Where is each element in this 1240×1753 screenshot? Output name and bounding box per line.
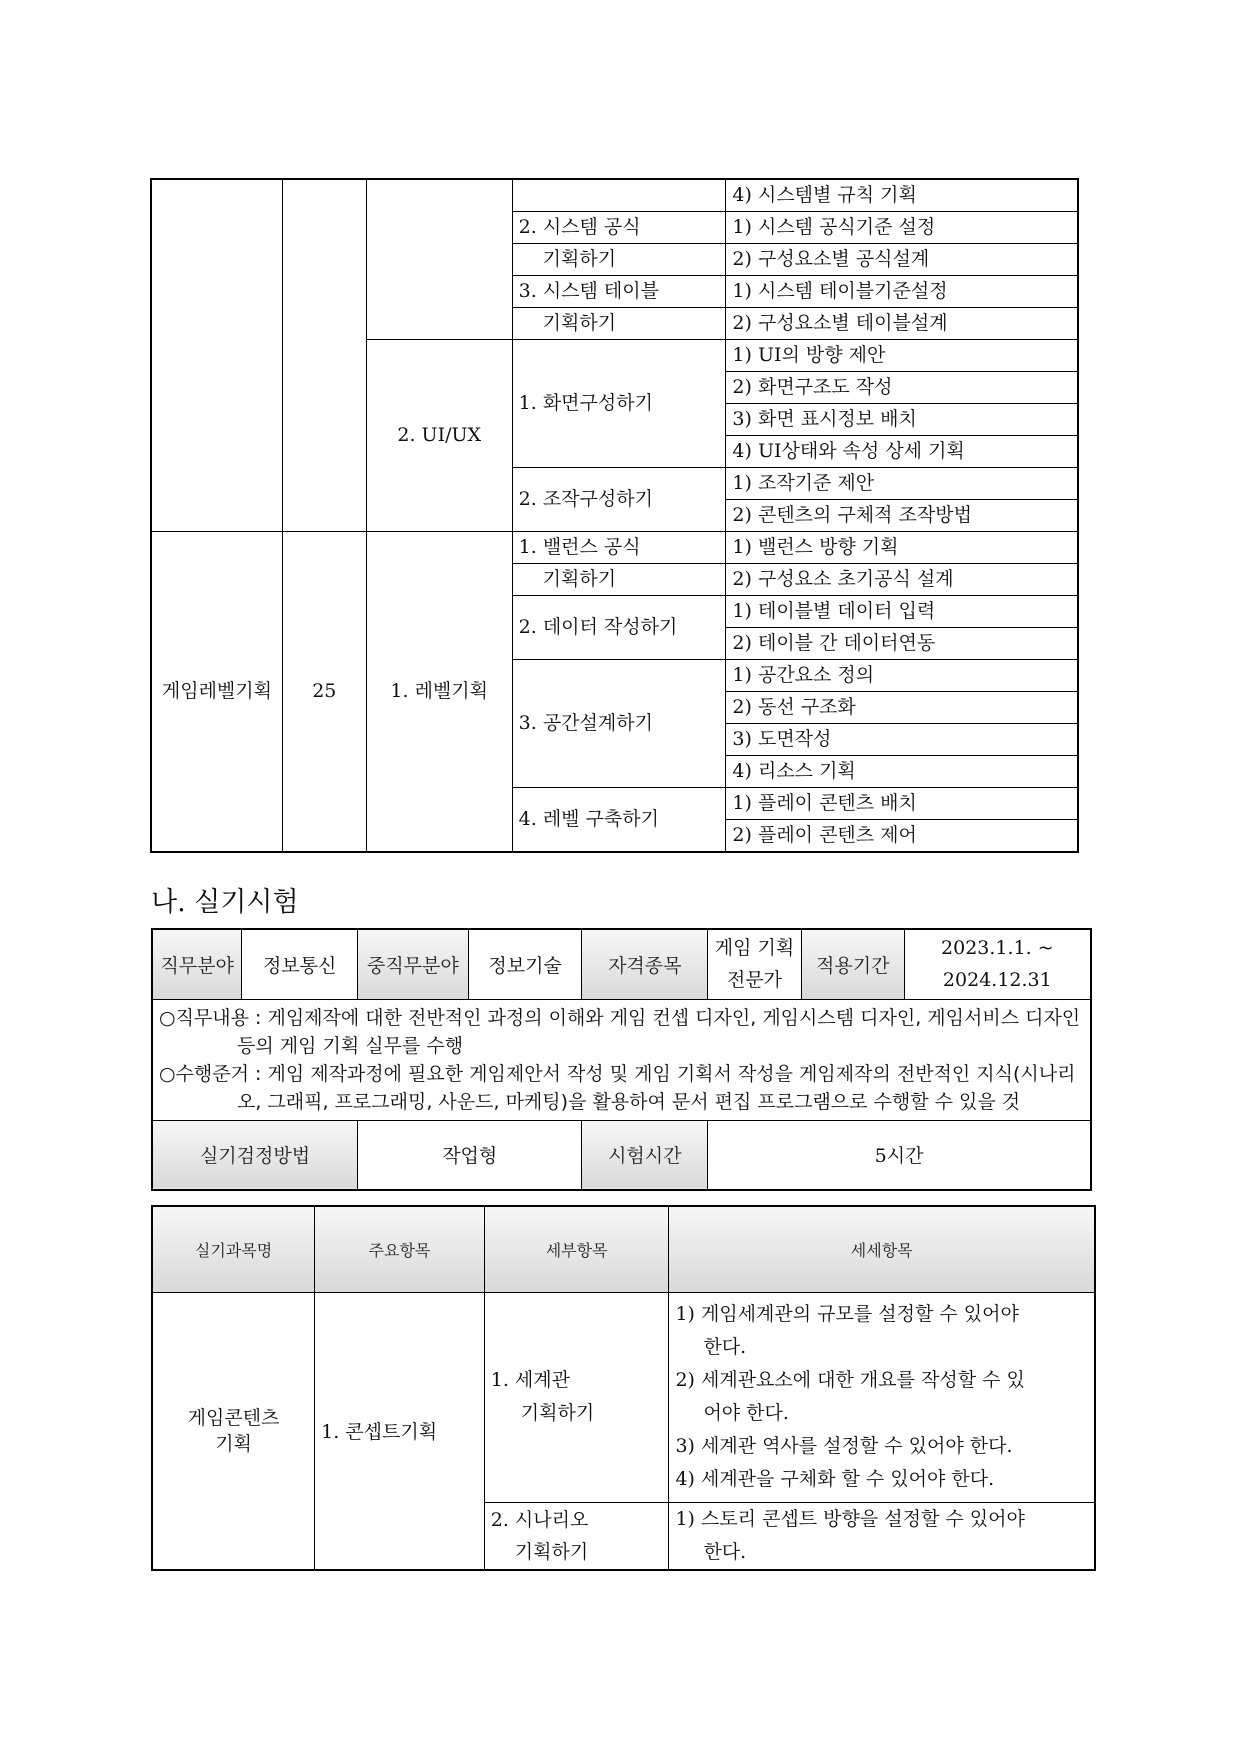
sub-item-worldview-line1: 1. 세계관 [490, 1369, 570, 1391]
count-cell-empty [282, 180, 366, 532]
sub-item-system-table-l2: 기획하기 [512, 308, 726, 340]
detail-item: 1) 시스템 테이블기준설정 [726, 276, 1078, 308]
detail-item: 4) UI상태와 속성 상세 기획 [726, 436, 1078, 468]
job-field-label: 직무분야 [152, 929, 242, 999]
question-count: 25 [282, 532, 366, 852]
duty-line1: ○직무내용 : 게임제작에 대한 전반적인 과정의 이해와 게임 컨셉 디자인, 게임시스템 디자인, 게임서비스 디자인 [159, 1006, 1081, 1029]
certification-value [708, 929, 802, 999]
test-method-label: 실기검정방법 [152, 1120, 358, 1190]
test-method-value: 작업형 [358, 1120, 582, 1190]
detail-item: 2) 테이블 간 데이터연동 [726, 628, 1078, 660]
sub-item-system-formula-l2: 기획하기 [512, 244, 726, 276]
detail-item: 3) 세계관 역사를 설정할 수 있어야 한다. [675, 1435, 1013, 1457]
sub-job-field-value: 정보기술 [468, 929, 582, 999]
header-main-item: 주요항목 [315, 1206, 485, 1292]
header-subject: 실기과목명 [152, 1206, 315, 1292]
detail-item: 2) 플레이 콘텐츠 제어 [726, 820, 1078, 852]
duty-line2: 등의 게임 기획 실무를 수행 [237, 1034, 464, 1057]
detail-item: 1) 플레이 콘텐츠 배치 [726, 788, 1078, 820]
main-item-cell-empty [366, 180, 512, 340]
certification-label: 자격종목 [582, 929, 708, 999]
sub-job-field-label: 중직무분야 [358, 929, 469, 999]
period-end: 2024.12.31 [942, 969, 1052, 992]
sub-item-balance-formula: 1. 밸런스 공식 [512, 532, 726, 564]
main-item-uiux: 2. UI/UX [366, 340, 512, 532]
period-start: 2023.1.1. ~ [941, 937, 1054, 960]
subject-game-level-design: 게임레벨기획 [152, 532, 283, 852]
detail-item-cont: 한다. [703, 1336, 747, 1358]
detail-item: 4) 시스템별 규칙 기획 [726, 180, 1078, 212]
main-item-level-design: 1. 레벨기획 [366, 532, 512, 852]
detail-item: 1) 시스템 공식기준 설정 [726, 212, 1078, 244]
detail-item: 2) 구성요소별 테이블설계 [726, 308, 1078, 340]
subject-cell-empty [152, 180, 283, 532]
sub-item-screen-layout: 1. 화면구성하기 [512, 340, 726, 468]
main-item-concept: 1. 콘셉트기획 [315, 1292, 485, 1570]
test-time-value: 5시간 [708, 1120, 1091, 1190]
detail-item: 2) 콘텐츠의 구체적 조작방법 [726, 500, 1078, 532]
sub-item-system-table: 3. 시스템 테이블 [512, 276, 726, 308]
detail-items-worldview [669, 1292, 1095, 1502]
test-time-label: 시험시간 [582, 1120, 708, 1190]
detail-item: 2) 세계관요소에 대한 개요를 작성할 수 있 [675, 1369, 1025, 1391]
detail-item: 4) 리소스 기획 [726, 756, 1078, 788]
detail-item: 1) 밸런스 방향 기획 [726, 532, 1078, 564]
header-sub-item: 세부항목 [484, 1206, 669, 1292]
standard-line2: 오, 그래픽, 프로그래밍, 사운드, 마케팅)을 활용하여 문서 편집 프로그램으로 수행할 수 있을 것 [237, 1090, 1021, 1113]
detail-item-cont: 어야 한다. [703, 1402, 789, 1424]
subject-line1: 게임콘텐츠 [187, 1406, 280, 1429]
detail-item: 1) 조작기준 제안 [726, 468, 1078, 500]
detail-items-scenario [669, 1502, 1095, 1570]
detail-item: 1) 게임세계관의 규모를 설정할 수 있어야 [675, 1303, 1019, 1325]
detail-item: 2) 동선 구조화 [726, 692, 1078, 724]
sub-item-worldview [484, 1292, 669, 1502]
period-label: 적용기간 [801, 929, 904, 999]
detail-item: 2) 화면구조도 작성 [726, 372, 1078, 404]
detail-item-cont: 한다. [703, 1540, 747, 1563]
sub-item-cell-empty [512, 180, 726, 212]
job-description [152, 999, 1091, 1120]
job-field-value: 정보통신 [242, 929, 358, 999]
sub-item-level-build: 4. 레벨 구축하기 [512, 788, 726, 852]
sub-item-scenario [484, 1502, 669, 1570]
detail-item: 4) 세계관을 구체화 할 수 있어야 한다. [675, 1468, 995, 1490]
detail-item: 3) 도면작성 [726, 724, 1078, 756]
practical-subject-table [151, 1205, 1096, 1571]
sub-item-scenario-line1: 2. 시나리오 [490, 1508, 589, 1531]
standard-line1: ○수행준거 : 게임 제작과정에 필요한 게임제안서 작성 및 게임 기획서 작성을 게임제작의 전반적인 지식(시나리 [159, 1062, 1076, 1085]
detail-item: 3) 화면 표시정보 배치 [726, 404, 1078, 436]
subject-game-content-design [152, 1292, 315, 1570]
sub-item-data-writing: 2. 데이터 작성하기 [512, 596, 726, 660]
sub-item-worldview-line2: 기획하기 [520, 1402, 595, 1424]
exam-subject-table-continued [151, 179, 1078, 852]
sub-item-scenario-line2: 기획하기 [514, 1540, 589, 1563]
sub-item-system-formula: 2. 시스템 공식 [512, 212, 726, 244]
sub-item-control-layout: 2. 조작구성하기 [512, 468, 726, 532]
detail-item: 2) 구성요소 초기공식 설계 [726, 564, 1078, 596]
detail-item: 1) 스토리 콘셉트 방향을 설정할 수 있어야 [675, 1507, 1025, 1530]
detail-item: 2) 구성요소별 공식설계 [726, 244, 1078, 276]
subject-line2: 기획 [215, 1432, 252, 1455]
sub-item-balance-formula-l2: 기획하기 [512, 564, 726, 596]
detail-item: 1) UI의 방향 제안 [726, 340, 1078, 372]
period-value [904, 929, 1091, 999]
detail-item: 1) 테이블별 데이터 입력 [726, 596, 1078, 628]
practical-exam-info-table [151, 928, 1092, 1191]
sub-item-space-design: 3. 공간설계하기 [512, 660, 726, 788]
section-title-practical-exam: 나. 실기시험 [151, 887, 299, 918]
detail-item: 1) 공간요소 정의 [726, 660, 1078, 692]
certification-value-line1: 게임 기획 [714, 937, 795, 960]
header-detail-item: 세세항목 [669, 1206, 1095, 1292]
certification-value-line2: 전문가 [726, 969, 783, 992]
